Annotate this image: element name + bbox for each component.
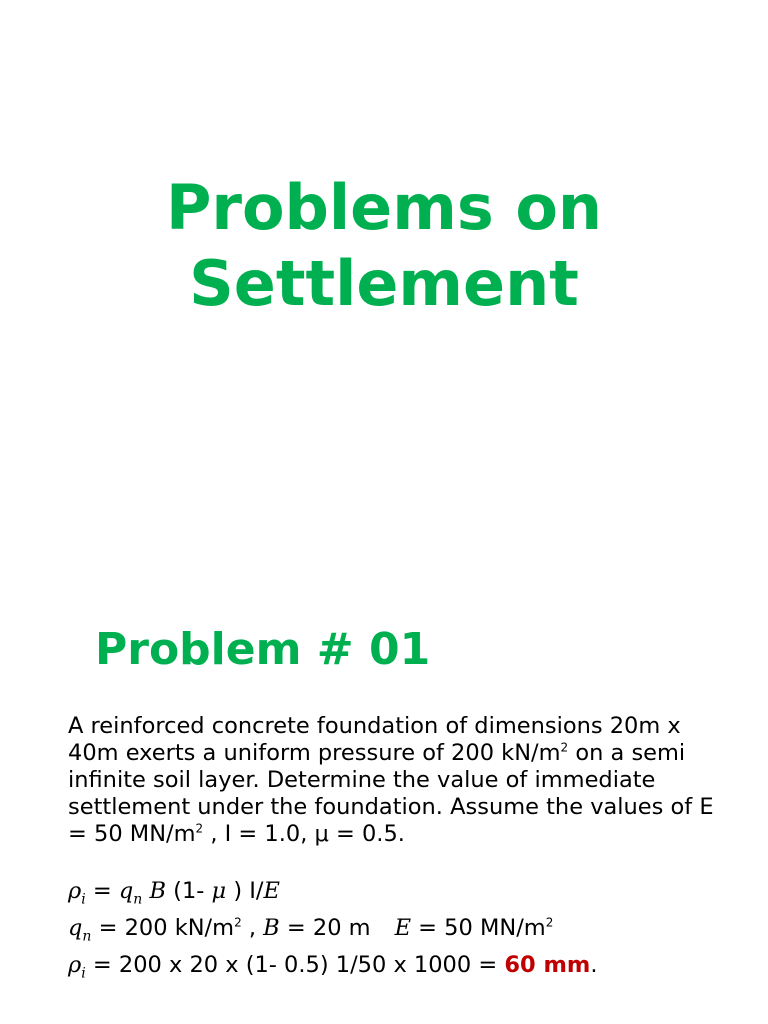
e-symbol: E [394, 915, 412, 941]
period: . [590, 952, 598, 978]
superscript: 2 [234, 915, 242, 930]
separator: , [241, 915, 264, 941]
subscript: i [81, 891, 86, 908]
mu-symbol: μ [211, 878, 227, 904]
q-symbol: q [118, 878, 134, 904]
title-line-2: Settlement [189, 247, 579, 320]
statement-part-1: A reinforced concrete foundation of dimensions 20m x 40m exerts a uniform pressure of 200 kN/m [68, 713, 681, 766]
calculation-line [68, 950, 598, 980]
statement-part-2: on a semi infinite soil layer. Determine the value of immediate settlement under the foundation. Assume the values of E = 50 MN/m [68, 740, 714, 847]
i-over: ) I/ [226, 878, 264, 904]
problem-statement [68, 713, 728, 848]
calculation: = 200 x 20 x (1- 0.5) 1/50 x 1000 = [85, 952, 505, 978]
result-value: 60 mm [504, 952, 591, 978]
subscript: n [133, 891, 143, 908]
e-value: = 50 MN/m [411, 915, 546, 941]
superscript: 2 [195, 821, 204, 836]
slide-title [0, 170, 768, 322]
b-symbol: B [142, 878, 167, 904]
formula-line [68, 876, 280, 906]
rho-symbol: ρ [68, 952, 82, 978]
superscript: 2 [545, 915, 554, 930]
e-symbol: E [263, 878, 280, 904]
problem-heading: Problem # 01 [95, 624, 431, 675]
statement-part-3: , I = 1.0, μ = 0.5. [203, 821, 405, 847]
paren: (1- [166, 878, 212, 904]
subscript: i [81, 965, 86, 982]
title-line-1: Problems on [165, 171, 603, 244]
q-symbol: q [68, 915, 83, 941]
b-value: = 20 m [279, 915, 371, 941]
q-value: = 200 kN/m [91, 915, 235, 941]
given-values-line [68, 913, 553, 943]
rho-symbol: ρ [68, 878, 82, 904]
superscript: 2 [560, 740, 569, 755]
subscript: n [82, 928, 92, 945]
equals: = [85, 878, 119, 904]
b-symbol: B [263, 915, 280, 941]
